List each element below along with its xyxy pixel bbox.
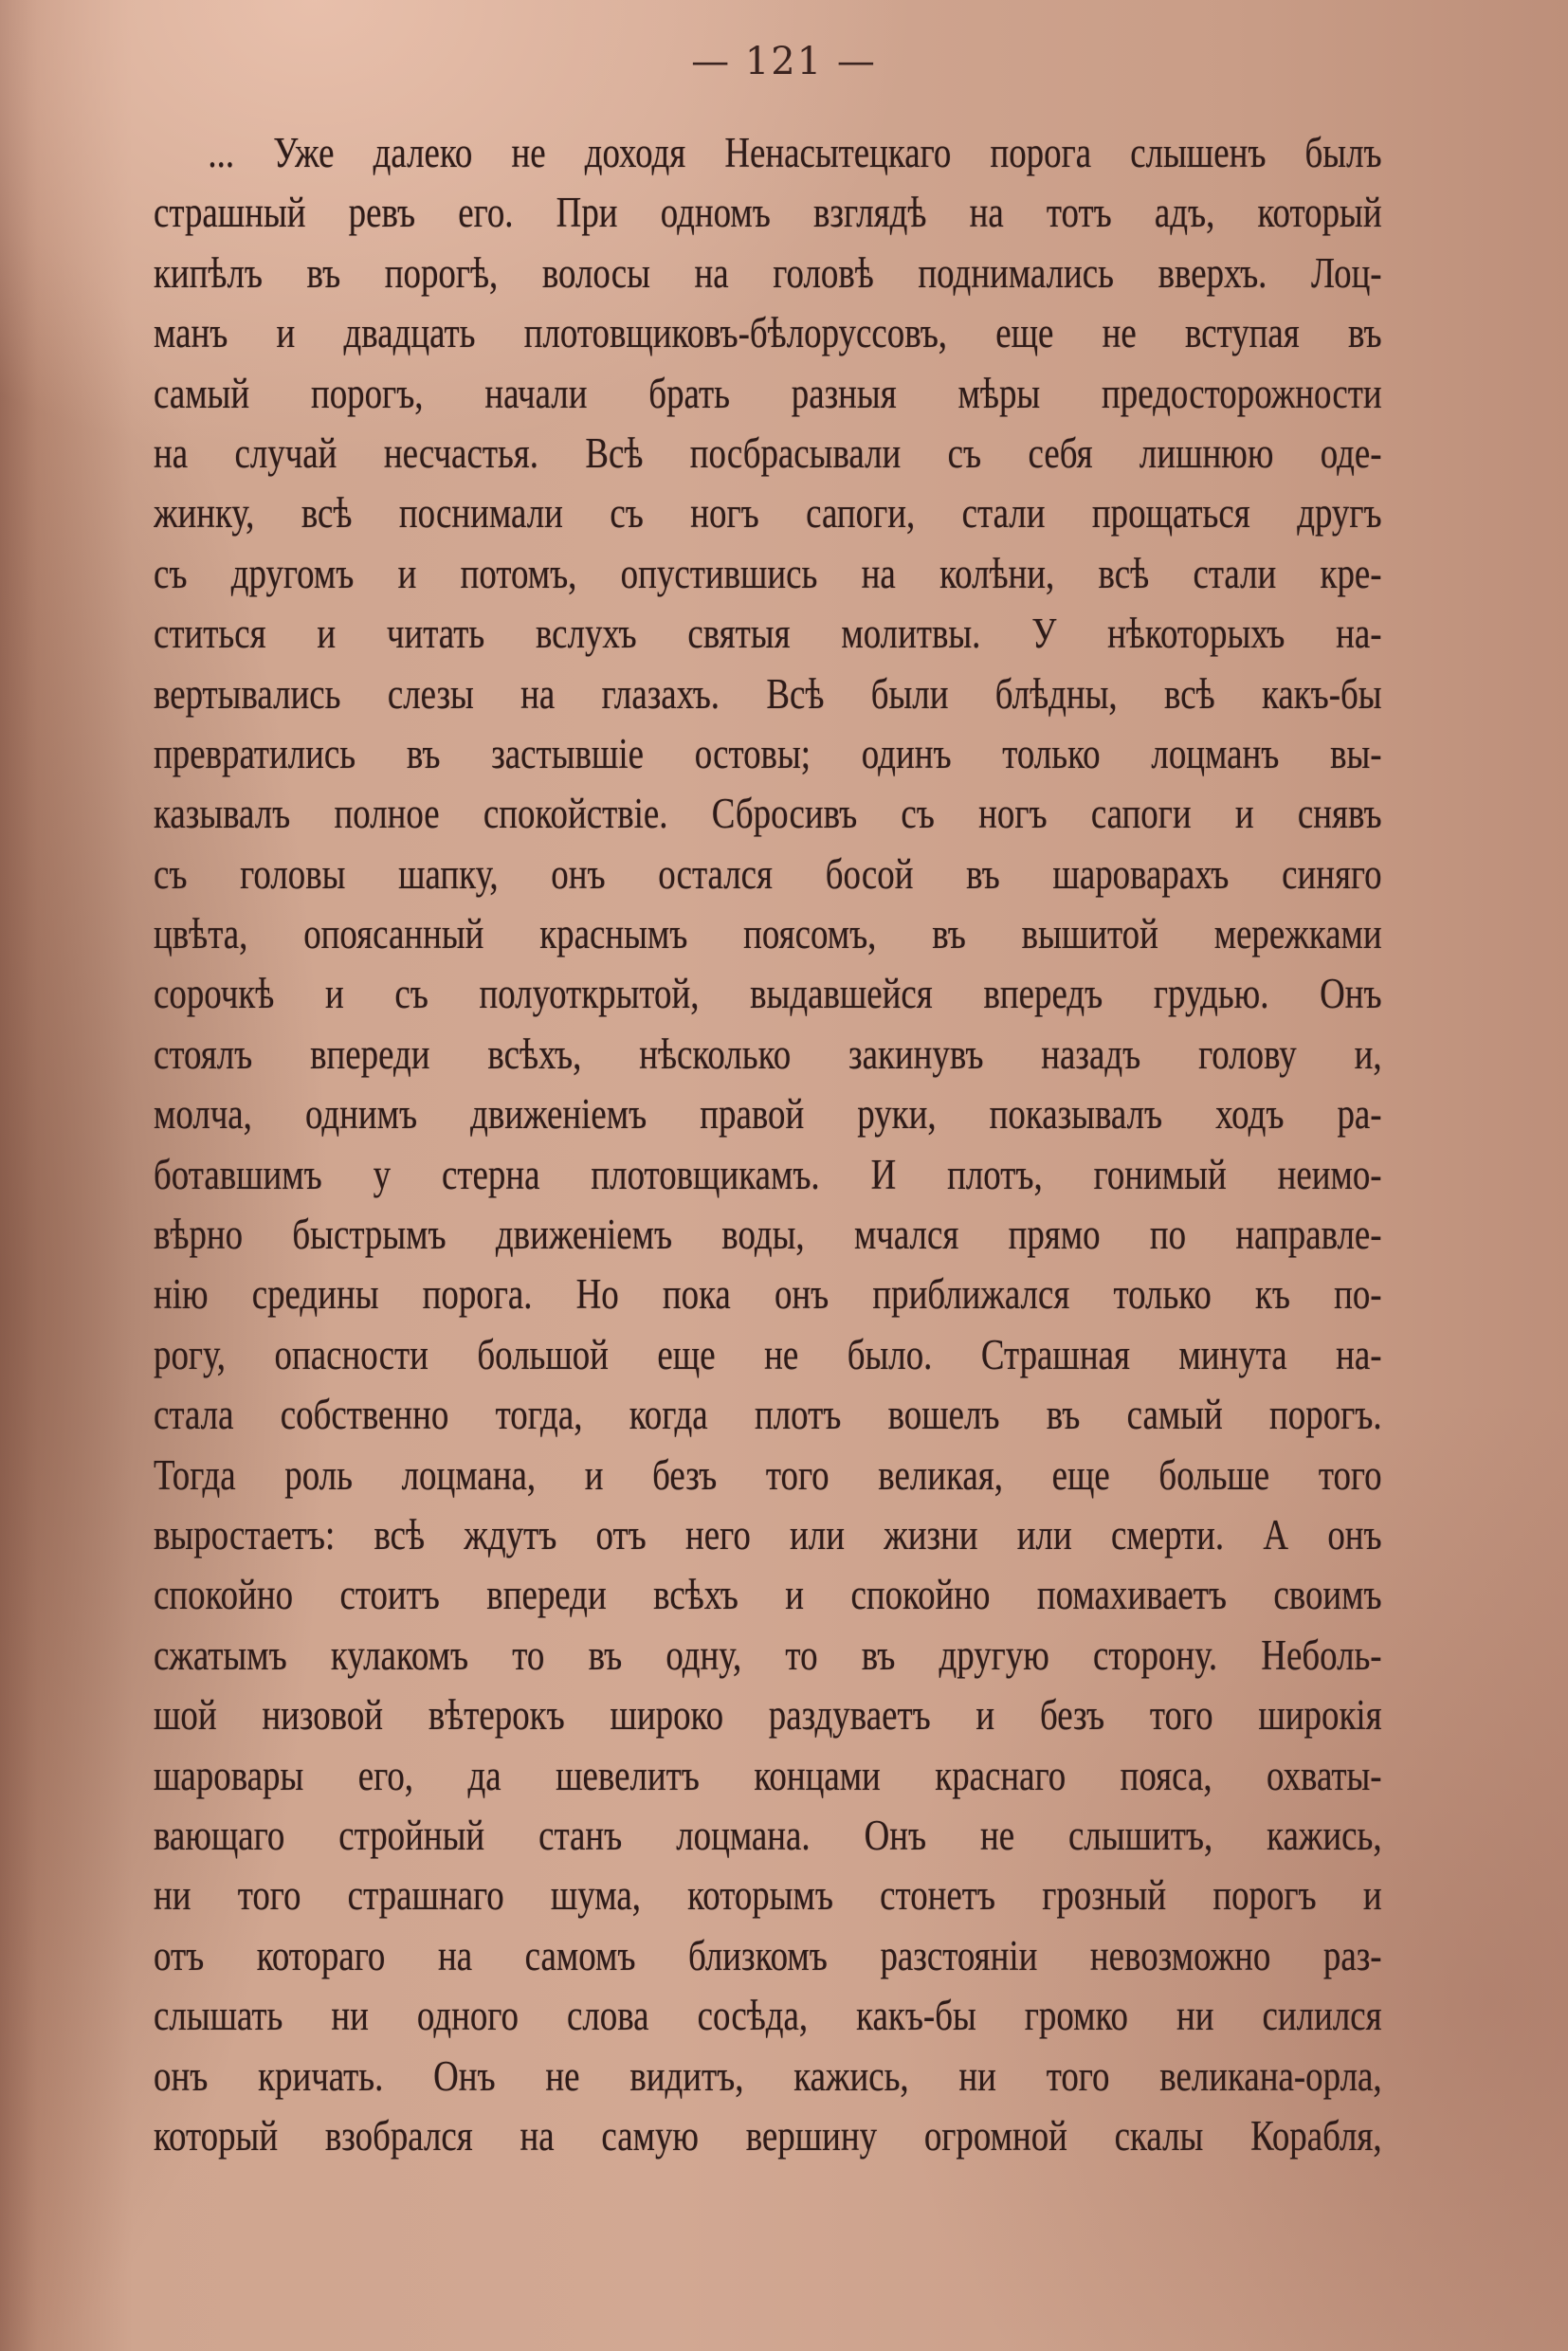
text-line: жинку, всѣ поснимали съ ногъ сапоги, стали прощаться другъ (154, 489, 1382, 538)
text-line: превратились въ застывшіе остовы; одинъ только лоцманъ вы- (154, 729, 1382, 777)
text-line: цвѣта, опоясанный краснымъ поясомъ, въ вышитой мережками (154, 910, 1382, 958)
text-line: манъ и двадцать плотовщиковъ-бѣлоруссовъ, еще не вступая въ (154, 309, 1382, 357)
text-line: ститься и читать вслухъ святыя молитвы. У нѣкоторыхъ на- (154, 610, 1382, 658)
text-line: стала собственно тогда, когда плотъ вошелъ въ самый порогъ. (154, 1391, 1382, 1439)
body-text (154, 123, 1382, 2166)
text-line: вертывались слезы на глазахъ. Всѣ были блѣдны, всѣ какъ-бы (154, 669, 1382, 718)
page-number: — 121 — (691, 40, 877, 83)
text-line: страшный ревъ его. При одномъ взглядѣ на тотъ адъ, который (154, 189, 1382, 237)
text-line: ни того страшнаго шума, которымъ стонетъ грозный порогъ и (154, 1871, 1382, 1920)
text-line: стоялъ впереди всѣхъ, нѣсколько закинувъ назадъ голову и, (154, 1030, 1382, 1078)
text-line: сжатымъ кулакомъ то въ одну, то въ другую сторону. Неболь- (154, 1631, 1382, 1679)
text-line: онъ кричать. Онъ не видитъ, кажись, ни того великана-орла, (154, 2051, 1382, 2100)
text-line: шой низовой вѣтерокъ широко раздуваетъ и безъ того широкія (154, 1691, 1382, 1740)
text-line: кипѣлъ въ порогѣ, волосы на головѣ поднимались вверхъ. Лоц- (154, 248, 1382, 297)
text-line: сорочкѣ и съ полуоткрытой, выдавшейся впередъ грудью. Онъ (154, 970, 1382, 1018)
text-line: шаровары его, да шевелитъ концами краснаго пояса, охваты- (154, 1751, 1382, 1799)
text-line: выростаетъ: всѣ ждутъ отъ него или жизни или смерти. А онъ (154, 1510, 1382, 1558)
text-line: спокойно стоитъ впереди всѣхъ и спокойно помахиваетъ своимъ (154, 1571, 1382, 1619)
text-line: молча, однимъ движеніемъ правой руки, показывалъ ходъ ра- (154, 1090, 1382, 1139)
text-line: съ головы шапку, онъ остался босой въ шароварахъ синяго (154, 849, 1382, 898)
text-line: ботавшимъ у стерна плотовщикамъ. И плотъ, гонимый неимо- (154, 1150, 1382, 1198)
text-line: отъ котораго на самомъ близкомъ разстояніи невозможно раз- (154, 1931, 1382, 1979)
text-line: рогу, опасности большой еще не было. Страшная минута на- (154, 1330, 1382, 1378)
text-line: самый порогъ, начали брать разныя мѣры предосторожности (154, 369, 1382, 417)
text-line: слышать ни одного слова сосѣда, какъ-бы громко ни силился (154, 1992, 1382, 2040)
text-line: который взобрался на самую вершину огромной скалы Корабля, (154, 2111, 1382, 2160)
text-line: казывалъ полное спокойствіе. Сбросивъ съ ногъ сапоги и снявъ (154, 790, 1382, 838)
text-line: на случай несчастья. Всѣ посбрасывали съ себя лишнюю оде- (154, 428, 1382, 477)
text-line: нію средины порога. Но пока онъ приближался только къ по- (154, 1270, 1382, 1319)
text-line: съ другомъ и потомъ, опустившись на колѣни, всѣ стали кре- (154, 549, 1382, 597)
text-line: ... Уже далеко не доходя Ненасытецкаго порога слышенъ былъ (208, 129, 1382, 176)
text-line: вѣрно быстрымъ движеніемъ воды, мчался прямо по направле- (154, 1211, 1382, 1259)
text-line: Тогда роль лоцмана, и безъ того великая, еще больше того (154, 1450, 1382, 1499)
text-line: вающаго стройный станъ лоцмана. Онъ не слышитъ, кажись, (154, 1811, 1382, 1859)
